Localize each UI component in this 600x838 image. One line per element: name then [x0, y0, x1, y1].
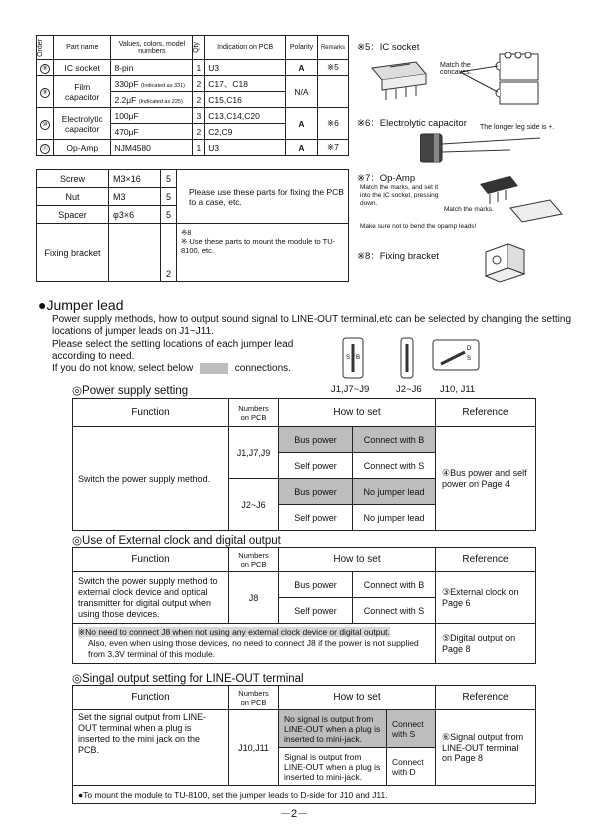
ext-note1: ※No need to connect J8 when not using any external clock device or digital output.	[78, 627, 390, 637]
table-row	[37, 76, 349, 92]
howto-b: No jumper lead	[353, 505, 436, 531]
ext-table	[72, 547, 536, 664]
polarity: A	[286, 108, 318, 140]
part-value: φ3×6	[109, 206, 161, 224]
ext-note2: Also, even when using those devices, no need to connect J8 if the power is not supplied from 3.3V terminal of this module.	[88, 638, 419, 659]
col-indication: Indication on PCB	[205, 36, 286, 60]
note5-text: Match the concaves.	[440, 62, 472, 76]
qty: 1	[193, 60, 205, 76]
qty: 2	[193, 76, 205, 92]
col-function: Function	[73, 399, 229, 427]
col-howto: How to set	[279, 686, 436, 710]
case-note: Please use these parts for fixing the PCB to a case, etc.	[177, 170, 349, 224]
table-row	[73, 786, 536, 804]
order-num: ⑨	[40, 88, 50, 98]
note7-title: ※7：Op-Amp	[357, 173, 416, 184]
howto-b: Connect with D	[387, 748, 436, 786]
qty: 5	[161, 206, 177, 224]
howto-b: Connect with B	[353, 427, 436, 453]
power-title: ◎Power supply setting	[72, 385, 189, 397]
col-ref: Reference	[436, 548, 536, 572]
howto-a: Signal is output from LINE-OUT when a plug is inserted to mini-jack.	[279, 748, 387, 786]
pcb: C13,C14,C20	[205, 108, 286, 124]
jumper-p3b: connections.	[234, 363, 291, 375]
polarity: N/A	[286, 76, 318, 108]
bracket-mark: ※8	[181, 228, 192, 237]
qty: 5	[161, 170, 177, 188]
part-name: Film capacitor	[54, 76, 111, 108]
order-num: ⑪	[41, 145, 48, 152]
pcb: U3	[205, 140, 286, 156]
jumper-p3a: If you do not know, select below	[52, 363, 194, 375]
howto-a: Self power	[279, 505, 353, 531]
part-value: NJM4580	[111, 140, 193, 156]
col-ref: Reference	[436, 399, 536, 427]
jumper-label-3: J10, J11	[440, 384, 476, 395]
howto-a: Bus power	[279, 427, 353, 453]
col-qty: Qty	[193, 36, 205, 60]
fixing-bracket-illustration	[478, 238, 534, 288]
part-value: 8-pin	[111, 60, 193, 76]
opamp-illustration	[470, 172, 570, 234]
col-function: Function	[73, 686, 229, 710]
reference: ⑥Signal output from LINE-OUT terminal on Page 8	[436, 710, 536, 786]
part-value: M3×16	[109, 170, 161, 188]
table-row	[37, 60, 349, 76]
order-num: ⑩	[40, 120, 50, 130]
pcb: U3	[205, 60, 286, 76]
part-value: 100μF	[111, 108, 193, 124]
howto-a: No signal is output from LINE-OUT when a plug is inserted to mini-jack.	[279, 710, 387, 748]
note8-title: ※8：Fixing bracket	[357, 251, 439, 262]
svg-text:B: B	[356, 355, 361, 361]
howto-a: Self power	[279, 598, 353, 624]
ext-title: ◎Use of External clock and digital output	[72, 535, 281, 547]
pcb: C17、C18	[205, 76, 286, 92]
part-value: 330pF	[114, 78, 139, 89]
table-row	[37, 140, 349, 156]
reference: ④Bus power and self power on Page 4	[436, 427, 536, 531]
svg-text:S: S	[346, 355, 351, 361]
jumper-paragraph3	[52, 363, 291, 374]
pcb: J10,J11	[229, 710, 279, 786]
note7-text2: Match the marks.	[444, 206, 494, 213]
jumper-title: ●Jumper lead	[38, 297, 124, 313]
electrolytic-capacitor-illustration	[420, 128, 550, 168]
table-row	[73, 624, 536, 664]
remarks: ※6	[317, 108, 348, 140]
howto-b: Connect with S	[387, 710, 436, 748]
col-numbers: Numbers on PCB	[229, 686, 279, 710]
sig-title: ◎Singal output setting for LINE-OUT terminal	[72, 673, 304, 685]
qty: 3	[193, 108, 205, 124]
polarity: A	[286, 140, 318, 156]
table-row	[37, 224, 349, 282]
note6-text: The longer leg side is +.	[480, 124, 555, 131]
col-numbers: Numbers on PCB	[229, 548, 279, 572]
part-name: IC socket	[54, 60, 111, 76]
col-order: Order	[37, 36, 54, 60]
svg-text:S: S	[467, 356, 472, 362]
pcb: C2,C9	[205, 124, 286, 140]
power-table	[72, 398, 536, 531]
part-value: M3	[109, 188, 161, 206]
pcb: C15,C16	[205, 92, 286, 108]
part-value: 470μF	[111, 124, 193, 140]
case-parts-table	[36, 169, 349, 282]
jumper-paragraph2: Please select the setting locations of each jumper lead according to need.	[52, 339, 294, 362]
note5-title: ※5：IC socket	[357, 42, 420, 53]
part-name: Fixing bracket	[37, 224, 109, 282]
remarks: ※7	[317, 140, 348, 156]
jumper-paragraph: Power supply methods, how to output sound signal to LINE-OUT terminal,etc can be selected by changing the setting locations of jumper leads on J1~J11.	[52, 314, 571, 337]
col-ref: Reference	[436, 686, 536, 710]
part-value	[109, 224, 161, 282]
col-numbers: Numbers on PCB	[229, 399, 279, 427]
remarks: ※5	[317, 60, 348, 76]
gray-swatch	[200, 363, 228, 374]
value-note: (Indicated as 225)	[138, 98, 183, 105]
jumper-illustrations	[333, 334, 493, 382]
col-remarks: Remarks	[317, 36, 348, 60]
qty: 2	[161, 224, 177, 282]
part-name: Spacer	[37, 206, 109, 224]
reference: ③External clock on Page 6	[436, 572, 536, 624]
col-howto: How to set	[279, 399, 436, 427]
howto-b: Connect with S	[353, 598, 436, 624]
note7-text1: Match the marks, and set it into the IC socket, pressing down.	[360, 184, 439, 207]
table-row	[37, 108, 349, 124]
part-name: Op-Amp	[54, 140, 111, 156]
part-name: Electrolytic capacitor	[54, 108, 111, 140]
howto-a: Bus power	[279, 479, 353, 505]
col-polarity: Polarity	[286, 36, 318, 60]
reference: ⑤Digital output on Page 8	[436, 624, 536, 664]
col-values: Values, colors, model numbers	[111, 36, 193, 60]
qty: 5	[161, 188, 177, 206]
ic-socket-illustration	[360, 52, 580, 107]
note6-title: ※6：Electrolytic capacitor	[357, 118, 467, 129]
page-number: －2－	[280, 808, 309, 820]
table-row	[73, 572, 536, 598]
order-num: ⑧	[40, 64, 50, 74]
parts-table	[36, 35, 349, 156]
howto-b: Connect with B	[353, 572, 436, 598]
table-row	[73, 427, 536, 453]
pcb: J1,J7,J9	[229, 427, 279, 479]
qty: 1	[193, 140, 205, 156]
value-note: (Indicated as 331)	[140, 82, 185, 89]
jumper-label-2: J2~J6	[396, 384, 422, 395]
part-name: Screw	[37, 170, 109, 188]
qty: 2	[193, 92, 205, 108]
svg-text:D: D	[467, 346, 472, 352]
col-part-name: Part name	[54, 36, 111, 60]
howto-b: Connect with S	[353, 453, 436, 479]
qty: 2	[193, 124, 205, 140]
bracket-note: ※ Use these parts to mount the module to TU-8100, etc.	[181, 237, 336, 255]
table-row	[73, 710, 536, 748]
pcb: J2~J6	[229, 479, 279, 531]
howto-a: Self power	[279, 453, 353, 479]
part-value: 2.2μF	[114, 94, 137, 105]
part-name: Nut	[37, 188, 109, 206]
function: Set the signal output from LINE-OUT terminal when a plug is inserted to the mini jack on the PCB.	[73, 710, 229, 786]
table-row	[37, 170, 349, 188]
function: Switch the power supply method.	[73, 427, 229, 531]
jumper-label-1: J1,J7~J9	[331, 384, 370, 395]
sig-table	[72, 685, 536, 804]
sig-footnote: ●To mount the module to TU-8100, set the jumper leads to D-side for J10 and J11.	[73, 786, 536, 804]
pcb: J8	[229, 572, 279, 624]
col-howto: How to set	[279, 548, 436, 572]
howto-b: No jumper lead	[353, 479, 436, 505]
note7-text3: Make sure not to bend the opamp leads!	[360, 223, 477, 230]
col-function: Function	[73, 548, 229, 572]
function: Switch the power supply method to external clock device and optical transmitter for digital output when using those devices.	[73, 572, 229, 624]
polarity: A	[286, 60, 318, 76]
howto-a: Bus power	[279, 572, 353, 598]
